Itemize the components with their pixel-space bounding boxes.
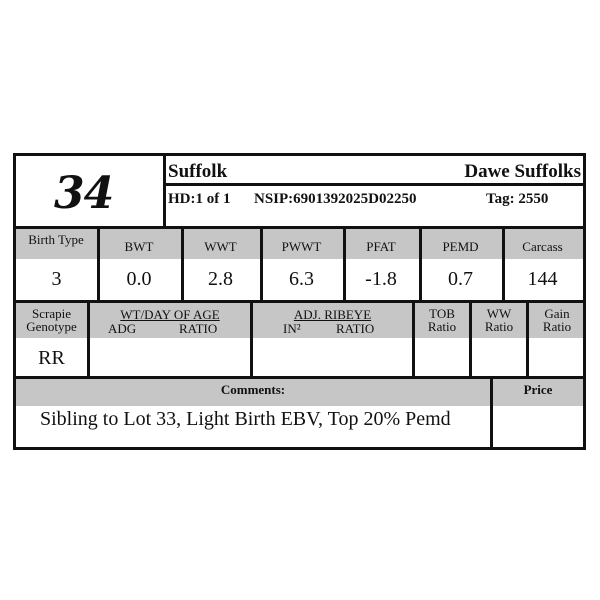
tob-ratio-label: TOB Ratio: [427, 306, 457, 334]
nsip-id: NSIP:6901392025D02250: [254, 191, 417, 207]
bwt-value: 0.0: [126, 268, 152, 290]
ww-ratio-label: WW Ratio: [484, 306, 514, 334]
lot-number: 34: [54, 168, 114, 219]
tag-number: Tag: 2550: [486, 191, 549, 207]
comments-label: Comments:: [220, 382, 286, 397]
header-rule: [166, 183, 586, 186]
wwt-value: 2.8: [208, 268, 233, 290]
pfat-header: PFAT: [366, 239, 396, 254]
pemd-value: 0.7: [448, 268, 473, 290]
hd-label: HD:1 of 1: [168, 191, 231, 207]
comments-text: Sibling to Lot 33, Light Birth EBV, Top 20% Pemd: [40, 408, 451, 430]
top-divider: [163, 156, 166, 226]
bwt-header: BWT: [124, 239, 154, 254]
pwwt-header: PWWT: [281, 239, 322, 254]
birth-type-value: 3: [51, 268, 62, 290]
breeder-name: Dawe Suffolks: [464, 161, 581, 182]
carcass-value: 144: [527, 268, 558, 290]
wt-ratio-label: RATIO: [179, 321, 218, 336]
wt-day-of-age-title: WT/DAY OF AGE: [120, 307, 220, 322]
scrapie-genotype-label: Scrapie Genotype: [26, 306, 77, 334]
pemd-header: PEMD: [442, 239, 479, 254]
pwwt-value: 6.3: [289, 268, 314, 290]
lot-card: [13, 153, 586, 450]
wwt-header: WWT: [204, 239, 237, 254]
breed-name: Suffolk: [168, 161, 228, 182]
ribeye-in-label: IN²: [283, 321, 301, 336]
ribeye-ratio-label: RATIO: [336, 321, 375, 336]
pfat-value: -1.8: [365, 268, 397, 290]
birth-type-header: Birth Type: [28, 232, 84, 247]
gain-ratio-label: Gain Ratio: [542, 306, 572, 334]
adj-ribeye-title: ADJ. RIBEYE: [293, 307, 372, 322]
price-label: Price: [523, 382, 553, 397]
scrapie-genotype-value: RR: [38, 347, 65, 369]
carcass-header: Carcass: [522, 239, 563, 254]
wt-adg-label: ADG: [108, 321, 137, 336]
